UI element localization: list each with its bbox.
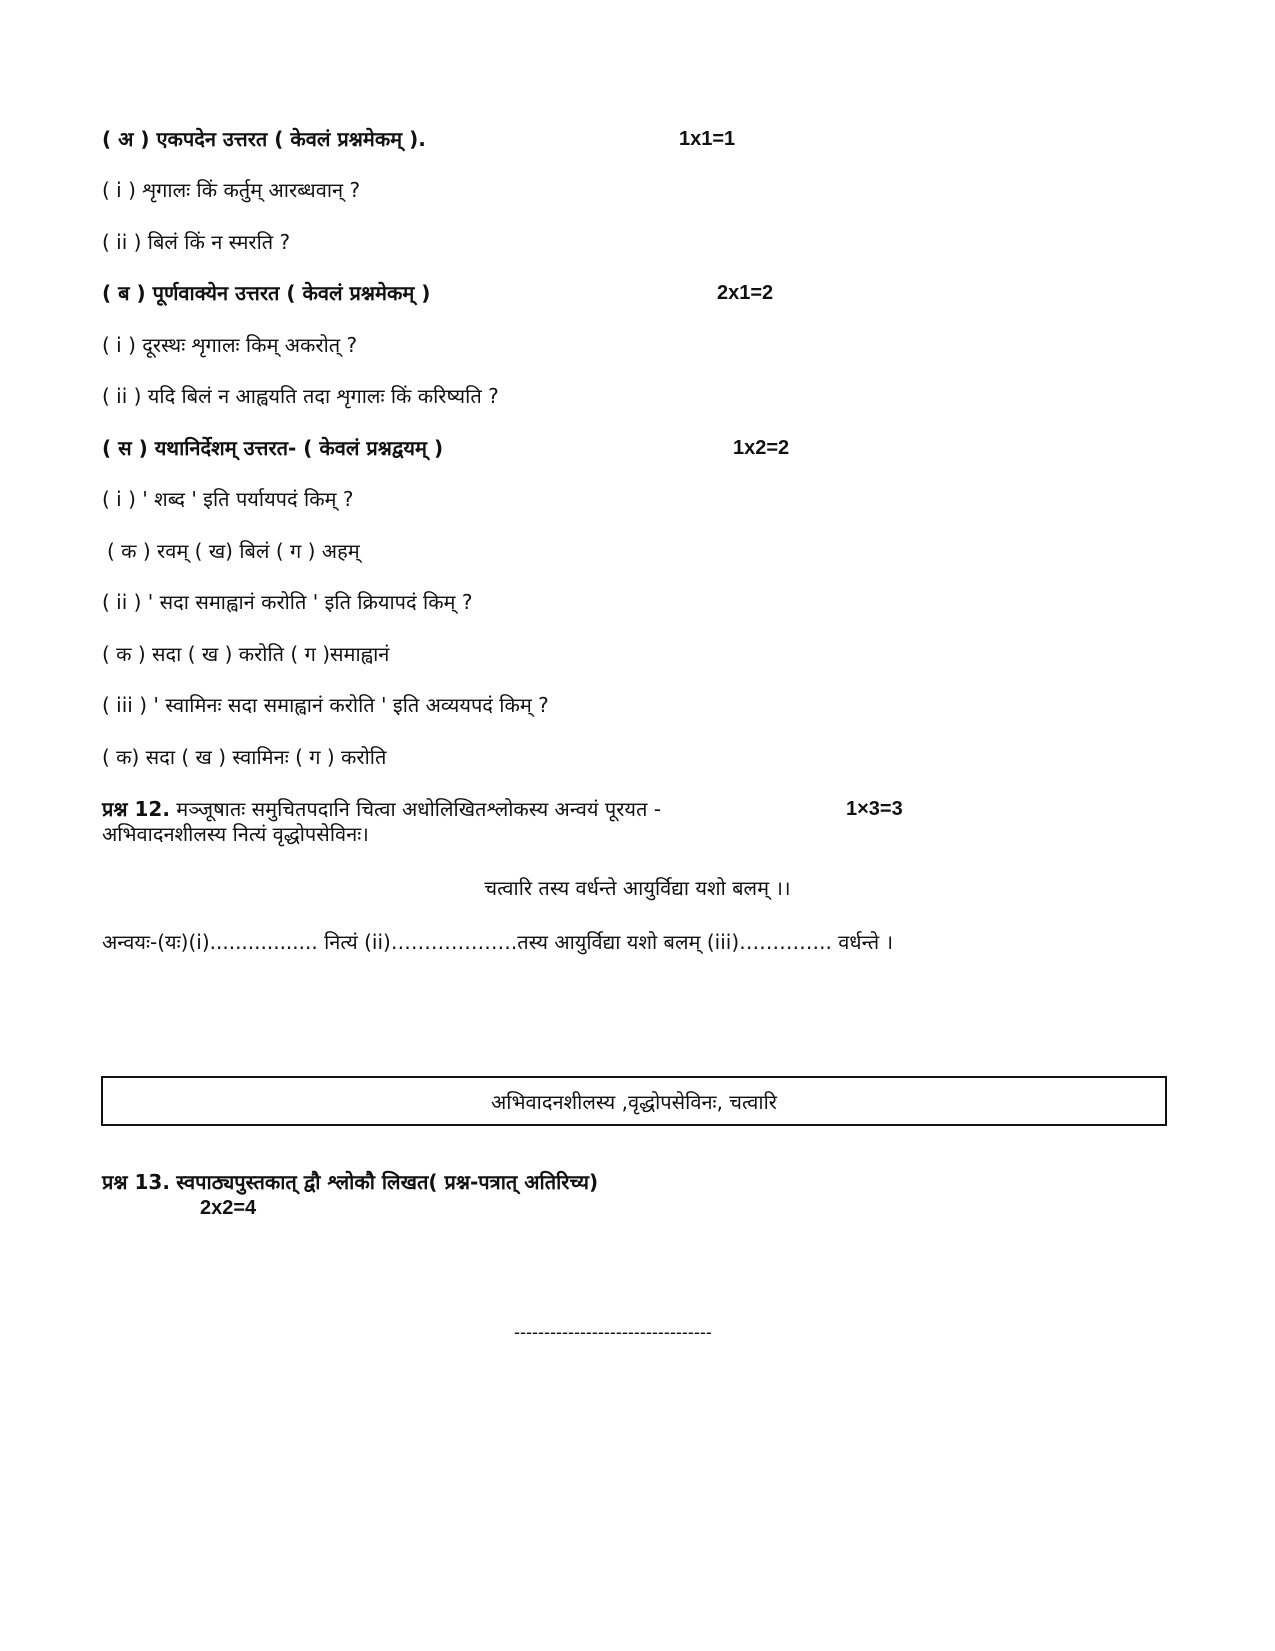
anvaya-line: अन्वयः-(यः)(i)................. नित्यं (ii)……………….तस्य आयुर्विद्या यशो बलम् (iii)………….. वर्धन्ते । <box>102 930 894 954</box>
section-a-question-1: ( i ) शृगालः किं कर्तुम् आरब्धवान् ? <box>102 178 361 202</box>
section-c-question-1: ( i ) ' शब्द ' इति पर्यायपदं किम् ? <box>102 487 354 511</box>
question-13-marks: 2x2=4 <box>200 1197 257 1219</box>
question-12-marks: 1×3=3 <box>846 798 903 820</box>
question-12-text: मञ्जूषातः समुचितपदानि चित्वा अधोलिखितश्लोकस्य अन्वयं पूरयत - <box>176 797 661 821</box>
end-divider: --------------------------------- <box>514 1322 712 1342</box>
section-c-question-2: ( ii ) ' सदा समाह्वानं करोति ' इति क्रियापदं किम् ? <box>102 590 473 614</box>
section-c-question-3-options: ( क) सदा ( ख ) स्वामिनः ( ग ) करोति <box>102 745 387 769</box>
question-12-label: प्रश्न 12. <box>102 797 170 821</box>
section-b-heading: ( ब ) पूर्णवाक्येन उत्तरत ( केवलं प्रश्नमेकम् ) <box>102 281 431 305</box>
verse-line-1: अभिवादनशीलस्य नित्यं वृद्धोपसेविनः। <box>102 822 369 846</box>
question-13-line <box>102 1170 598 1194</box>
section-a-heading-text: ( अ ) एकपदेन उत्तरत ( केवलं प्रश्नमेकम् ). <box>102 127 426 151</box>
section-c-question-2-options: ( क ) सदा ( ख ) करोति ( ग )समाह्वानं <box>102 642 390 666</box>
section-c-heading: ( स ) यथानिर्देशम् उत्तरत- ( केवलं प्रश्नद्वयम् ) <box>102 436 444 460</box>
word-box <box>101 1076 1167 1126</box>
section-c-question-1-options: ( क ) रवम् ( ख) बिलं ( ग ) अहम् <box>107 539 360 563</box>
section-a-question-2: ( ii ) बिलं किं न स्मरति ? <box>102 230 291 254</box>
question-13-label: प्रश्न 13. <box>102 1170 170 1194</box>
question-12-line <box>102 797 661 821</box>
section-a-marks: 1x1=1 <box>679 128 736 150</box>
section-b-question-2: ( ii ) यदि बिलं न आह्वयति तदा शृगालः किं करिष्यति ? <box>102 384 499 408</box>
section-c-marks: 1x2=2 <box>733 437 790 459</box>
section-a-heading <box>102 127 426 151</box>
section-b-question-1: ( i ) दूरस्थः शृगालः किम् अकरोत् ? <box>102 333 358 357</box>
word-box-text: अभिवादनशीलस्य ,वृद्धोपसेविनः, चत्वारि <box>491 1089 777 1114</box>
verse-line-2: चत्वारि तस्य वर्धन्ते आयुर्विद्या यशो बलम् ।। <box>484 876 791 900</box>
section-b-marks: 2x1=2 <box>717 282 774 304</box>
question-13-text: स्वपाठ्यपुस्तकात् द्वौ श्लोकौ लिखत( प्रश्न-पत्रात् अतिरिच्य) <box>176 1170 599 1194</box>
section-c-question-3: ( iii ) ' स्वामिनः सदा समाह्वानं करोति ' इति अव्ययपदं किम् ? <box>102 693 549 717</box>
